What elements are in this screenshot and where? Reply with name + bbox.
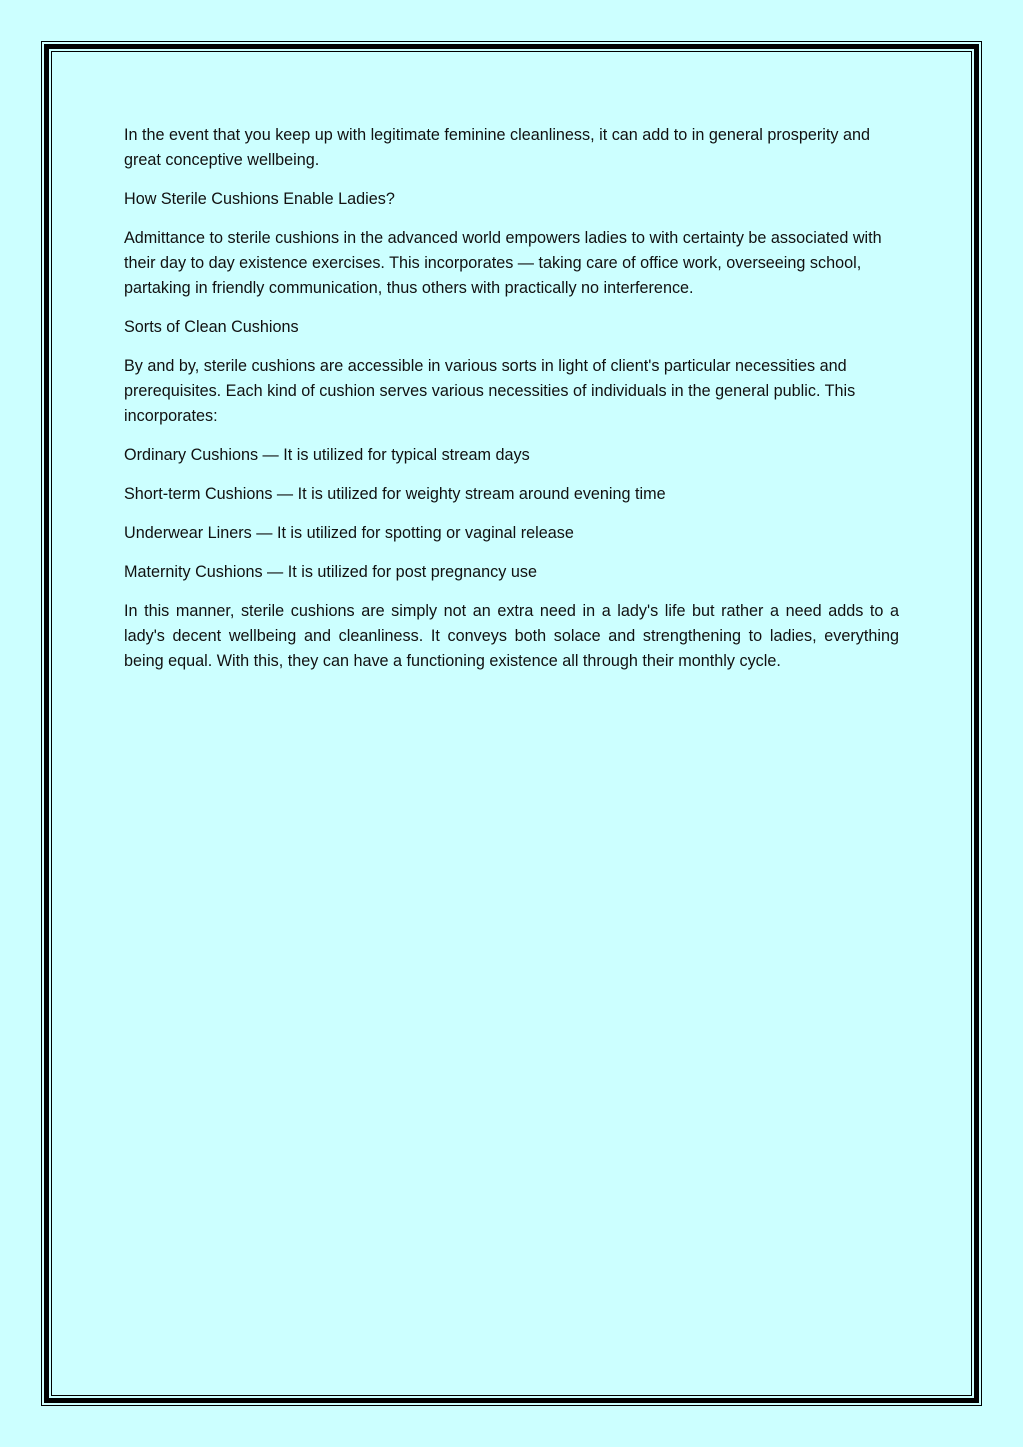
conclusion-paragraph: In this manner, sterile cushions are simply not an extra need in a lady's life but rather a need adds to a lady's decent wellbeing and cleanliness. It conveys both solace and strengthening to ladies, everything being equal. With this, they can have a functioning existence all through their monthly cycle.: [124, 602, 899, 670]
list-item-maternity: Maternity Cushions — It is utilized for post pregnancy use: [124, 563, 537, 581]
intro-paragraph: In the event that you keep up with legitimate feminine cleanliness, it can add to in general prosperity and great conceptive wellbeing.: [124, 126, 870, 169]
list-item-short-term: Short-term Cushions — It is utilized for weighty stream around evening time: [124, 485, 666, 503]
document-body: [124, 123, 899, 688]
list-item-ordinary: Ordinary Cushions — It is utilized for typical stream days: [124, 446, 530, 464]
admittance-paragraph: Admittance to sterile cushions in the advanced world empowers ladies to with certainty be associated with their day to day existence exercises. This incorporates — taking care of office work, overseeing school, partaking in friendly communication, thus others with practically no interference.: [124, 229, 882, 297]
section-heading-sorts: Sorts of Clean Cushions: [124, 318, 299, 336]
list-item-liners: Underwear Liners — It is utilized for spotting or vaginal release: [124, 524, 574, 542]
sorts-paragraph: By and by, sterile cushions are accessible in various sorts in light of client's particular necessities and prerequisites. Each kind of cushion serves various necessities of individuals in the general public. This incorporates:: [124, 357, 856, 425]
section-heading-enable: How Sterile Cushions Enable Ladies?: [124, 190, 395, 208]
